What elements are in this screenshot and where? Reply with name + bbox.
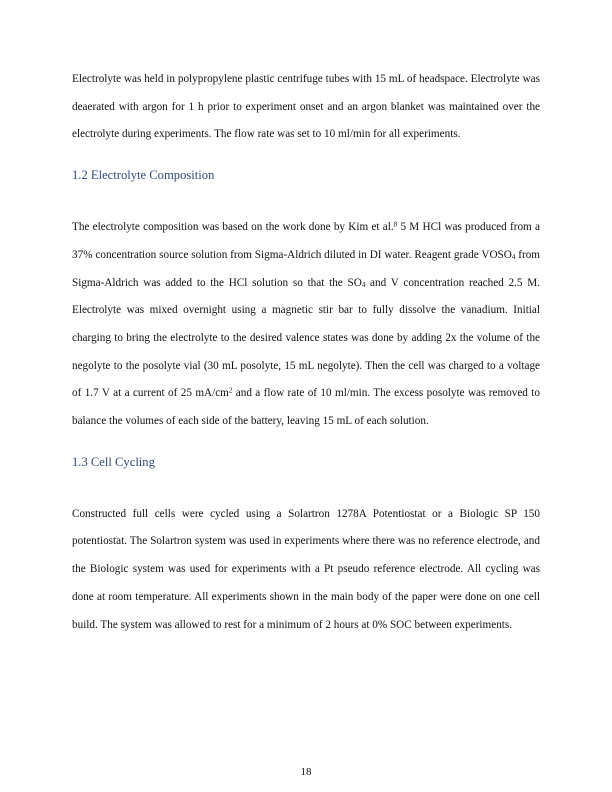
text-run: and V concentration reached 2.5 M. Electrolyte was mixed overnight using a magnetic stir bar to fully dissolve the vanadium. Initial charging to bring the electrolyte to the desired valence states was done by adding 2x the volume of the negolyte to the posolyte vial (30 mL posolyte, 15 mL negolyte). Then the cell was charged to a voltage of 1.7 V at a current of 25 mA/cm: [72, 276, 540, 400]
page-body: [72, 66, 540, 639]
section-heading-cell-cycling: 1.3 Cell Cycling: [72, 454, 155, 469]
subscript: 4: [361, 280, 366, 289]
superscript: 2: [228, 386, 233, 395]
text-run: and a flow rate of 10 ml/min. The excess posolyte was removed to balance the volumes of each side of the battery, leaving 15 mL of each solution.: [72, 387, 540, 428]
page-number: 18: [300, 766, 312, 778]
subscript: 4: [511, 252, 516, 261]
electrolyte-composition-paragraph: [72, 214, 540, 436]
section-heading-electrolyte-composition: 1.2 Electrolyte Composition: [72, 168, 215, 183]
text-run: The electrolyte composition was based on the work done by Kim et al.: [72, 221, 394, 234]
text-run: 5 M HCl was produced from a 37% concentration source solution from Sigma-Aldrich diluted in DI water. Reagent grade VOSO: [72, 221, 540, 261]
cell-cycling-paragraph: Constructed full cells were cycled using a Solartron 1278A Potentiostat or a Biologic SP 150 potentiostat. The Solartron system was used in experiments where there was no reference electrode, and the Biologic system was used for experiments with a Pt pseudo reference electrode. All cycling was done at room temperature. All experiments shown in the main body of the paper were done on one cell build. The system was allowed to rest for a minimum of 2 hours at 0% SOC between experiments.: [72, 507, 540, 631]
text-run: from Sigma-Aldrich was added to the HCl solution so that the SO: [72, 248, 540, 289]
intro-paragraph: Electrolyte was held in polypropylene plastic centrifuge tubes with 15 mL of headspace. Electrolyte was deaerated with argon for 1 h prior to experiment onset and an argon blanket was maintained over the electrolyte during experiments. The flow rate was set to 10 ml/min for all experiments.: [72, 73, 540, 141]
citation-superscript: 8: [393, 220, 398, 229]
